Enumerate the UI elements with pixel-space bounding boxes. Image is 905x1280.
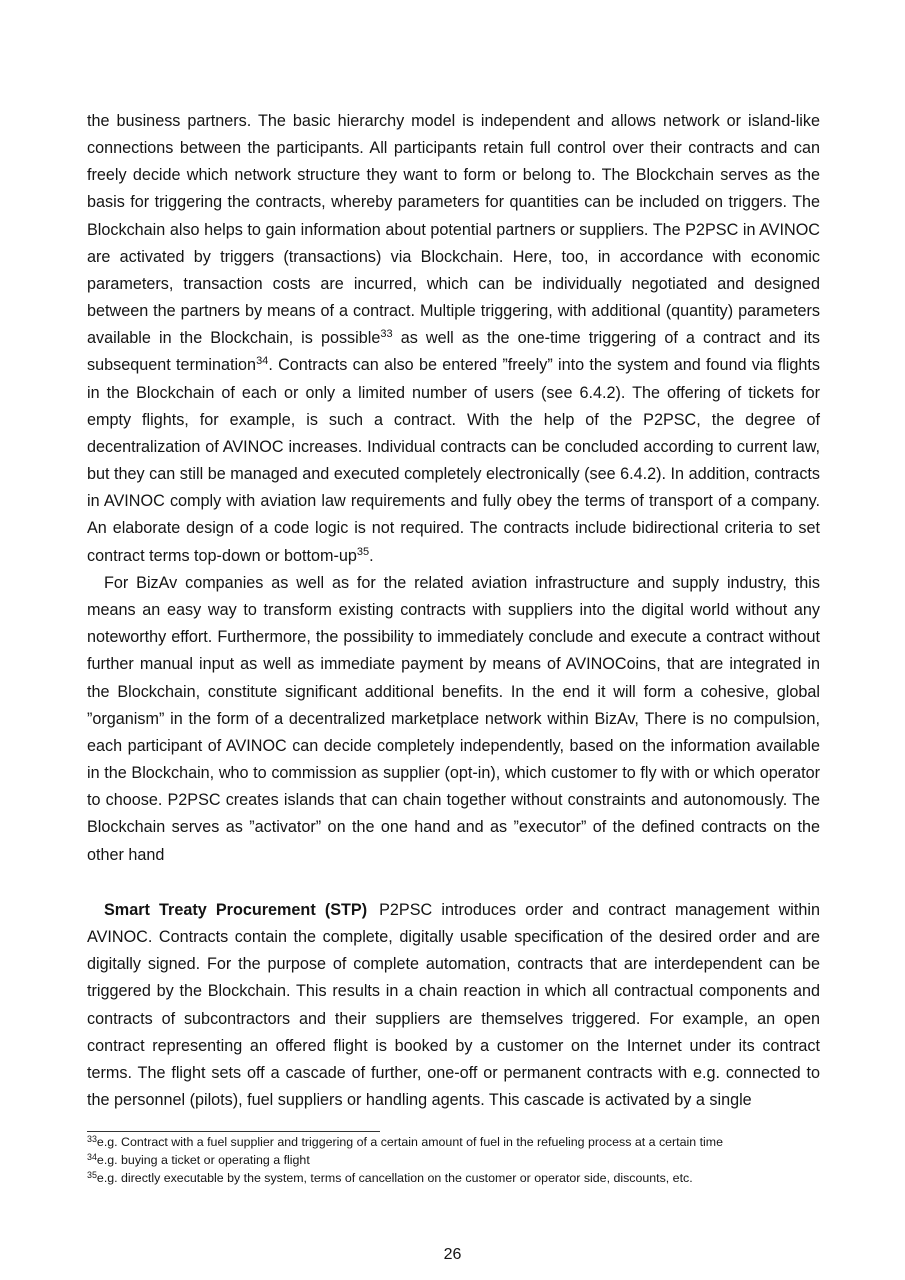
paragraph-text: the business partners. The basic hierarchy model is independent and allows network or island-like connections between the participants. All participants retain full control over their contracts and can freely decide which network structure they want to form or belong to. The Blockchain serves as the basis for triggering the contracts, whereby parameters for quantities can be included on triggers. The Blockchain also helps to gain information about potential partners or suppliers. The P2PSC in AVINOC are activated by triggers (transactions) via Blockchain. Here, too, in accordance with economic parameters, transaction costs are incurred, which can be individually negotiated and designed between the partners by means of a contract. Multiple triggering, with additional (quantity) parameters available in the Blockchain, is possible [87, 112, 820, 348]
footnote-ref-35[interactable]: 35 [356, 545, 370, 558]
page-number: 26 [443, 1246, 462, 1263]
paragraph-text: as well as the one-time triggering of a contract and its subsequent termination [87, 329, 820, 375]
footnote-number: 34 [87, 1151, 97, 1162]
section-heading: Smart Treaty Procurement (STP) [104, 901, 368, 919]
footnote-ref-33[interactable]: 33 [380, 328, 393, 341]
footnote-number: 33 [87, 1133, 97, 1144]
footnote-text: e.g. Contract with a fuel supplier and triggering of a certain amount of fuel in the refueling process at a certain time [96, 1135, 723, 1149]
footnote-number: 35 [87, 1169, 97, 1180]
paragraph-text: For BizAv companies as well as for the related aviation infrastructure and supply industry, this means an easy way to transform existing contracts with suppliers into the digital world without any noteworthy effort. Furthermore, the possibility to immediately conclude and execute a contract without further manual input as well as immediate payment by means of AVINOCoins, that are integrated in the Blockchain, constitute significant additional benefits. In the end it will form a cohesive, global ”organism” in the form of a decentralized marketplace network within BizAv, There is no compulsion, each participant of AVINOC can decide completely independently, based on the information available in the Blockchain, who to commission as supplier (opt-in), which customer to fly with or which operator to choose. P2PSC creates islands that can chain together without constraints and autonomously. The Blockchain serves as ”activator” on the one hand and as ”executor” of the defined contracts on the other hand [87, 574, 820, 864]
footnote-text: e.g. directly executable by the system, terms of cancellation on the customer or operator side, discounts, etc. [96, 1171, 693, 1185]
body-paragraph-1 [87, 108, 820, 570]
footnote-33 [87, 1133, 827, 1151]
body-paragraph-3 [87, 897, 820, 1114]
footnote-divider [87, 1131, 380, 1132]
footnote-ref-34[interactable]: 34 [256, 355, 269, 368]
paragraph-text: P2PSC introduces order and contract management within AVINOC. Contracts contain the complete, digitally usable specification of the desired order and are digitally signed. For the purpose of complete automation, contracts that are interdependent can be triggered by the Blockchain. This results in a chain reaction in which all contractual components and contracts of subcontractors and their suppliers are themselves triggered. For example, an open contract representing an offered flight is booked by a customer on the Internet under its contract terms. The flight sets off a cascade of further, one-off or permanent contracts with e.g. connected to the personnel (pilots), fuel suppliers or handling agents. This cascade is activated by a single [87, 901, 820, 1110]
paragraph-text: . Contracts can also be entered ”freely” into the system and found via flights in the Blockchain of each or only a limited number of users (see 6.4.2). The offering of tickets for empty flights, for example, is such a contract. With the help of the P2PSC, the degree of decentralization of AVINOC increases. Individual contracts can be concluded according to current law, but they can still be managed and executed completely electronically (see 6.4.2). In addition, contracts in AVINOC comply with aviation law requirements and fully obey the terms of transport of a company. An elaborate design of a code logic is not required. The contracts include bidirectional criteria to set contract terms top-down or bottom-up [87, 356, 821, 565]
footnote-text: e.g. buying a ticket or operating a flight [96, 1153, 310, 1167]
paragraph-text: . [369, 546, 374, 565]
footnote-34 [87, 1151, 827, 1169]
footnotes [87, 1133, 827, 1187]
footnote-35 [87, 1169, 827, 1187]
body-paragraph-2 [87, 570, 820, 869]
